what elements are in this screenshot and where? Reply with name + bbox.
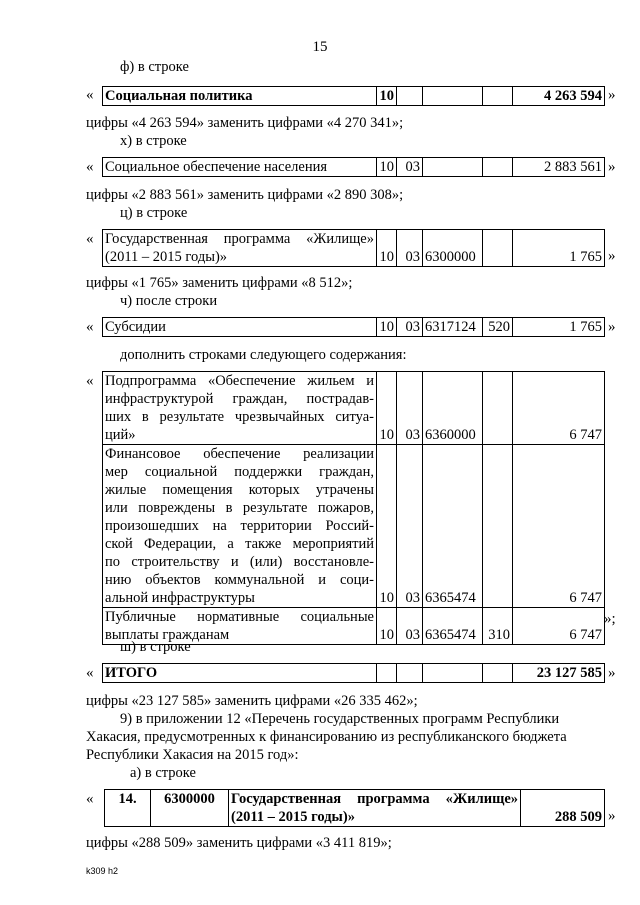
table-row-total bbox=[102, 663, 605, 683]
row-rz: 10 bbox=[377, 87, 397, 106]
item-ch-label: ч) после строки bbox=[120, 293, 218, 309]
row-total: 6 747 bbox=[513, 608, 605, 645]
row-name: Социальная политика bbox=[103, 87, 377, 106]
row-total: 1 765 bbox=[513, 230, 605, 267]
item-ts-label: ц) в строке bbox=[120, 205, 188, 221]
row-total: 2 883 561 bbox=[513, 158, 605, 177]
row-total: 4 263 594 bbox=[513, 87, 605, 106]
row-rz: 10 bbox=[377, 158, 397, 177]
quote-close: » bbox=[608, 159, 616, 175]
row-name: Социальное обеспечение населения bbox=[103, 158, 377, 177]
row-total: 6 747 bbox=[513, 372, 605, 445]
row-pr: 03 bbox=[397, 445, 423, 608]
quote-close: » bbox=[608, 87, 616, 103]
row-name: Государственная программа «Жилище» (2011 – 2015 годы)» bbox=[103, 230, 377, 267]
row-total: 288 509 bbox=[521, 790, 605, 827]
p9-line2: Хакасия, предусмотренных к финансированию из республиканского бюджета bbox=[86, 729, 567, 745]
item-h-text: цифры «2 883 561» заменить цифрами «2 890 308»; bbox=[86, 187, 404, 203]
p9-line3: Республики Хакасия на 2015 год»: bbox=[86, 747, 299, 763]
row-rz: 10 bbox=[377, 230, 397, 267]
quote-open: « bbox=[86, 87, 94, 103]
quote-close: » bbox=[608, 665, 616, 681]
item-h-label: х) в строке bbox=[120, 133, 187, 149]
quote-open: « bbox=[86, 159, 94, 175]
row-pr: 03 bbox=[397, 318, 423, 337]
row-rz: 10 bbox=[377, 372, 397, 445]
quote-close: » bbox=[608, 808, 616, 824]
quote-close: » bbox=[608, 319, 616, 335]
row-csr: 6365474 bbox=[423, 445, 483, 608]
quote-close-semicolon: »; bbox=[604, 611, 616, 627]
row-pr: 03 bbox=[397, 372, 423, 445]
row-total: 1 765 bbox=[513, 318, 605, 337]
p9-sub-a: а) в строке bbox=[130, 765, 196, 781]
item-f-text: цифры «4 263 594» заменить цифрами «4 270 341»; bbox=[86, 115, 404, 131]
footer-code: k309 h2 bbox=[86, 866, 119, 876]
row-csr: 6317124 bbox=[423, 318, 483, 337]
item-f-label: ф) в строке bbox=[120, 59, 189, 75]
table-row-program-14 bbox=[104, 789, 605, 827]
row-name: Субсидии bbox=[103, 318, 377, 337]
item-ts-text: цифры «1 765» заменить цифрами «8 512»; bbox=[86, 275, 353, 291]
row-name: ИТОГО bbox=[103, 664, 377, 683]
row-csr: 6300000 bbox=[423, 230, 483, 267]
row-vr: 310 bbox=[483, 608, 513, 645]
row-vr: 520 bbox=[483, 318, 513, 337]
table-row-social-security bbox=[102, 157, 605, 177]
table-row-subsidies bbox=[102, 317, 605, 337]
quote-open: « bbox=[86, 665, 94, 681]
row-vr bbox=[483, 445, 513, 608]
quote-close: » bbox=[608, 248, 616, 264]
quote-open: « bbox=[86, 319, 94, 335]
page-number: 15 bbox=[312, 39, 328, 55]
quote-open: « bbox=[86, 373, 94, 389]
row-code: 6300000 bbox=[151, 790, 229, 827]
row-pr: 03 bbox=[397, 230, 423, 267]
row-rz: 10 bbox=[377, 608, 397, 645]
row-num: 14. bbox=[105, 790, 151, 827]
p9-text: цифры «288 509» заменить цифрами «3 411 819»; bbox=[86, 835, 392, 851]
table-row-housing-program bbox=[102, 229, 605, 267]
row-total: 6 747 bbox=[513, 445, 605, 608]
table-row bbox=[103, 372, 605, 445]
add-rows-text: дополнить строками следующего содержания: bbox=[120, 347, 407, 363]
quote-open: « bbox=[86, 791, 94, 807]
row-name: Государственная программа «Жилище» (2011 – 2015 годы)» bbox=[229, 790, 521, 827]
row-name: Публичные нормативные социальные выплаты гражданам bbox=[103, 608, 377, 645]
row-total: 23 127 585 bbox=[513, 664, 605, 683]
quote-open: « bbox=[86, 231, 94, 247]
row-csr: 6365474 bbox=[423, 608, 483, 645]
p9-line1: 9) в приложении 12 «Перечень государственных программ Республики bbox=[120, 711, 560, 727]
row-rz: 10 bbox=[377, 318, 397, 337]
row-vr bbox=[483, 372, 513, 445]
row-pr: 03 bbox=[397, 158, 423, 177]
row-csr: 6360000 bbox=[423, 372, 483, 445]
row-rz: 10 bbox=[377, 445, 397, 608]
row-pr: 03 bbox=[397, 608, 423, 645]
table-row-social-policy bbox=[102, 86, 605, 106]
row-name: Финансовое обеспечение реализации мер социальной поддержки граждан, жилые помещения которых утрачены или повреждены в результате пожаров, произошедших на территории Россий- ской Федерации, а также мероприятий по строительству и (или) восстановле- нию объектов коммунальной и соци- альной инфраструктуры bbox=[103, 445, 377, 608]
row-name: Подпрограмма «Обеспечение жильем и инфраструктурой граждан, пострадав- ших в результате чрезвычайных ситуа- ций» bbox=[103, 372, 377, 445]
table-row bbox=[103, 445, 605, 608]
item-sh-label: ш) в строке bbox=[120, 639, 191, 655]
item-sh-text: цифры «23 127 585» заменить цифрами «26 335 462»; bbox=[86, 693, 418, 709]
added-rows-table bbox=[102, 371, 605, 645]
